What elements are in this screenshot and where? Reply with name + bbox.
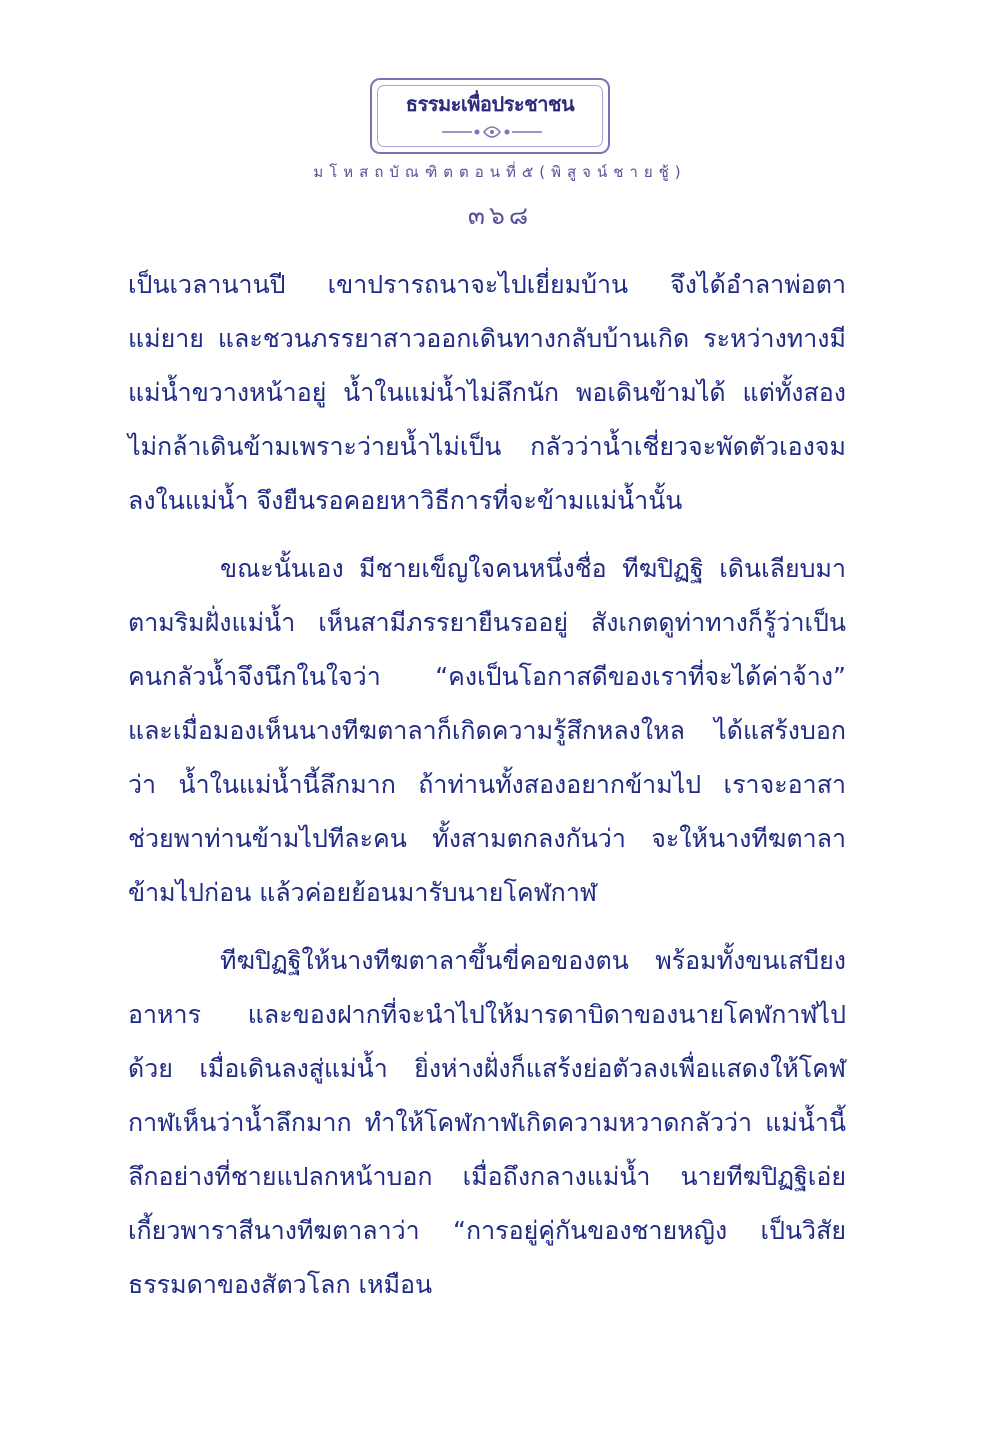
chapter-subtitle: มโหสถบัณฑิตตอนที่๕(พิสูจน์ชายชู้) — [313, 163, 687, 181]
body-text — [128, 258, 846, 1326]
page-number: ๓๖๘ — [467, 201, 533, 230]
logo-frame — [370, 78, 610, 154]
paragraph: ทีฆปิฏฐิให้นางทีฆตาลาขึ้นขี่คอของตน พร้อมทั้งขนเสบียงอาหาร และของฝากที่จะนำไปให้มารดาบิดาของนายโคฬกาฬไปด้วย เมื่อเดินลงสู่แม่น้ำ ยิ่งห่างฝั่งก็แสร้งย่อตัวลงเพื่อแสดงให้โคฬกาฬเห็นว่าน้ำลึกมาก ทำให้โคฬกาฬเกิดความหวาดกลัวว่า แม่น้ำนี้ลึกอย่างที่ชายแปลกหน้าบอก เมื่อถึงกลางแม่น้ำ นายทีฆปิฏฐิเอ่ยเกี้ยวพาราสีนางทีฆตาลาว่า “การอยู่คู่กันของชายหญิง เป็นวิสัยธรรมดาของสัตวโลก เหมือน — [128, 946, 846, 1299]
ornament-icon — [372, 122, 612, 142]
paragraph: ขณะนั้นเอง มีชายเข็ญใจคนหนึ่งชื่อ ทีฆปิฏฐิ เดินเลียบมาตามริมฝั่งแม่น้ำ เห็นสามีภรรยายืนรออยู่ สังเกตดูท่าทางก็รู้ว่าเป็นคนกลัวน้ำจึงนึกในใจว่า “คงเป็นโอกาสดีของเราที่จะได้ค่าจ้าง” และเมื่อมองเห็นนางทีฆตาลาก็เกิดความรู้สึกหลงใหล ได้แสร้งบอกว่า น้ำในแม่น้ำนี้ลึกมาก ถ้าท่านทั้งสองอยากข้ามไป เราจะอาสาช่วยพาท่านข้ามไปทีละคน ทั้งสามตกลงกันว่า จะให้นางทีฆตาลาข้ามไปก่อน แล้วค่อยย้อนมารับนายโคฬกาฬ — [128, 554, 846, 907]
paragraph: เป็นเวลานานปี เขาปรารถนาจะไปเยี่ยมบ้าน จึงได้อำลาพ่อตาแม่ยาย และชวนภรรยาสาวออกเดินทางกลับบ้านเกิด ระหว่างทางมีแม่น้ำขวางหน้าอยู่ น้ำในแม่น้ำไม่ลึกนัก พอเดินข้ามได้ แต่ทั้งสองไม่กล้าเดินข้ามเพราะว่ายน้ำไม่เป็น กลัวว่าน้ำเชี่ยวจะพัดตัวเองจมลงในแม่น้ำ จึงยืนรอคอยหาวิธีการที่จะข้ามแม่น้ำนั้น — [128, 270, 846, 515]
logo-text: ธรรมะเพื่อประชาชน — [405, 92, 575, 116]
